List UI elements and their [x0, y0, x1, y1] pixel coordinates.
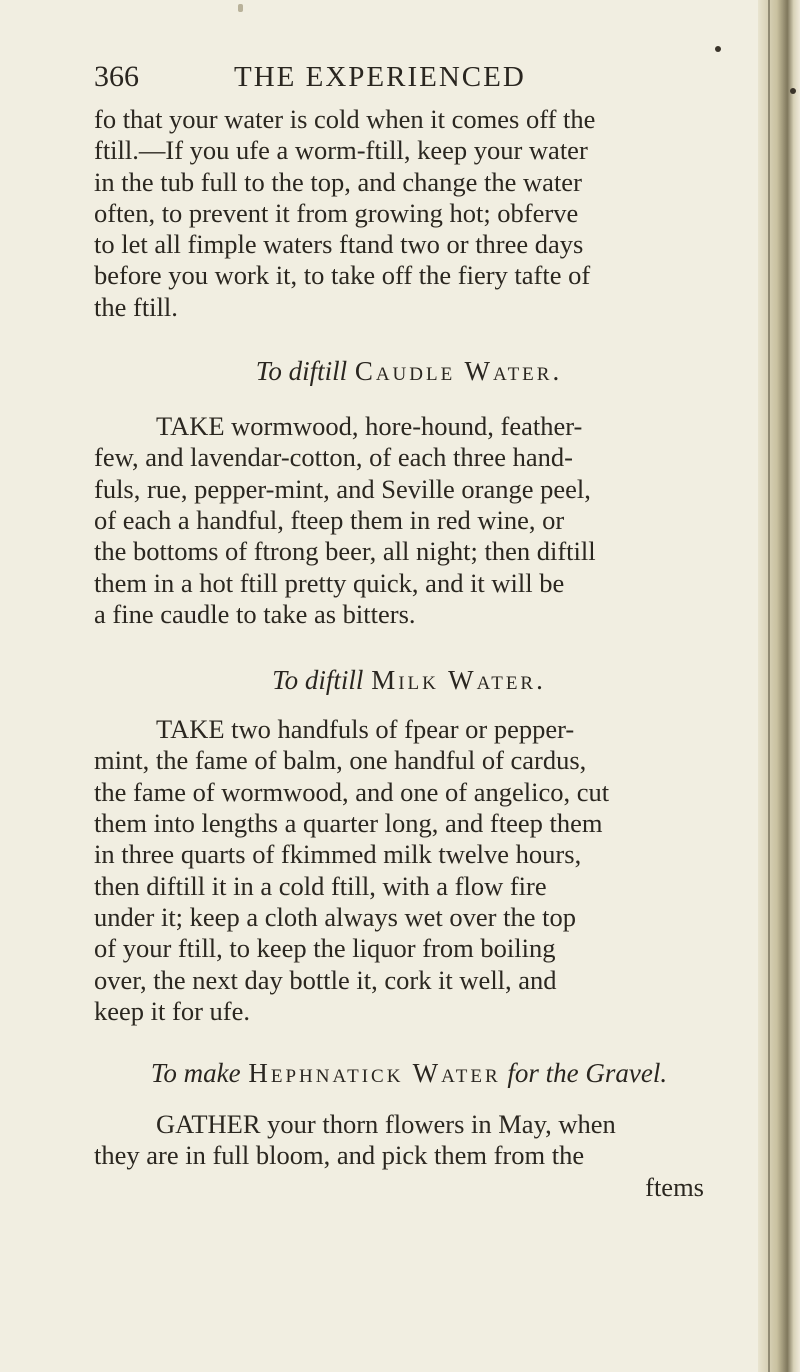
- text-line: over, the next day bottle it, cork it well, and: [94, 964, 557, 995]
- text-line: then diftill it in a cold ftill, with a flow fire: [94, 870, 547, 901]
- running-title: THE EXPERIENCED: [234, 61, 526, 93]
- heading-caps: Hephnatick Water: [248, 1058, 501, 1089]
- text-line: of your ftill, to keep the liquor from boiling: [94, 933, 556, 964]
- ink-dot: [790, 88, 796, 94]
- text-line: them into lengths a quarter long, and fteep them: [94, 808, 603, 839]
- text-line: the bottoms of ftrong beer, all night; then diftill: [94, 536, 596, 567]
- text-line: keep it for ufe.: [94, 995, 250, 1026]
- text-line: in the tub full to the top, and change the water: [94, 166, 582, 197]
- paper-speck: [238, 4, 243, 12]
- text-line: fo that your water is cold when it comes off the: [94, 104, 596, 134]
- text-line: them in a hot ftill pretty quick, and it will be: [94, 567, 565, 598]
- heading-italic: To diftill: [255, 356, 348, 387]
- text-line: a fine caudle to take as bitters.: [94, 598, 416, 629]
- heading-italic: To make: [150, 1058, 241, 1089]
- paragraph-continued: [94, 104, 724, 323]
- text-line: to let all fimple waters ftand two or three days: [94, 229, 584, 260]
- recipe-heading-hephnatick-water: [94, 1053, 724, 1093]
- text-line: of each a handful, fteep them in red wine, or: [94, 504, 565, 535]
- page-edge: [768, 0, 770, 1372]
- text-line: few, and lavendar-cotton, of each three hand-: [94, 442, 573, 473]
- recipe-paragraph-milk-water: [94, 714, 724, 1027]
- text-line: ftill.—If you ufe a worm-ftill, keep your water: [94, 135, 588, 166]
- text-line: TAKE wormwood, hore-hound, feather-: [156, 411, 583, 442]
- heading-caps: Caudle Water.: [354, 356, 563, 387]
- page-gutter-shadow: [758, 0, 800, 1372]
- text-line: GATHER your thorn flowers in May, when: [156, 1109, 616, 1140]
- page-number: 366: [94, 60, 139, 93]
- text-line: the ftill.: [94, 291, 178, 322]
- recipe-heading-caudle-water: [94, 351, 724, 391]
- running-head: [94, 60, 724, 104]
- text-line: the fame of wormwood, and one of angelico, cut: [94, 776, 610, 807]
- heading-italic: To diftill: [272, 665, 364, 696]
- text-line: they are in full bloom, and pick them from the: [94, 1140, 585, 1171]
- text-line: in three quarts of fkimmed milk twelve hours,: [94, 839, 582, 870]
- heading-italic: for the Gravel.: [500, 1058, 668, 1089]
- text-line: TAKE two handfuls of fpear or pepper-: [156, 714, 575, 745]
- text-line: before you work it, to take off the fiery tafte of: [94, 260, 591, 291]
- recipe-paragraph-caudle-water: [94, 411, 724, 630]
- text-line: often, to prevent it from growing hot; obferve: [94, 197, 579, 228]
- page-body: [94, 60, 724, 1203]
- text-line: under it; keep a cloth always wet over the top: [94, 901, 576, 932]
- recipe-paragraph-hephnatick-water: [94, 1109, 724, 1203]
- catchword: ftems: [645, 1171, 704, 1202]
- text-line: fuls, rue, pepper-mint, and Seville orange peel,: [94, 473, 591, 504]
- ink-dot: [715, 46, 721, 52]
- recipe-heading-milk-water: [94, 660, 724, 700]
- heading-caps: Milk Water.: [371, 665, 546, 696]
- text-line: mint, the fame of balm, one handful of cardus,: [94, 745, 587, 776]
